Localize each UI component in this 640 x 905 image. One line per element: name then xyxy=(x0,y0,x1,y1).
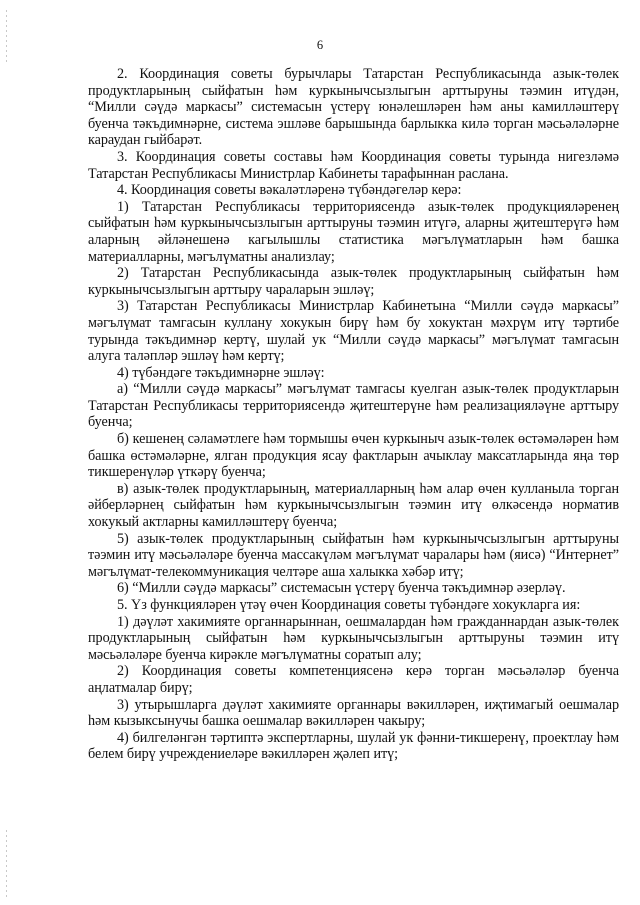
paragraph: 2) Татарстан Республикасында азык-төлек продуктларының сыйфатын һәм куркынычсызлыгын арттыру чараларын эшләү; xyxy=(88,265,619,298)
paragraph: в) азык-төлек продуктларының, материалларның һәм алар өчен кулланыла торган әйберләрнең сыйфатын һәм куркынычсызлыгын тәэмин итү өлкәсендә норматив хокукый актларны камилләштерү буенча; xyxy=(88,480,619,531)
paragraph: 6) “Милли сәүдә маркасы” системасын үстерү буенча тәкъдимнәр әзерләү. xyxy=(117,580,566,597)
paragraph: 4) түбәндәге тәкъдимнәрне эшләү: xyxy=(117,364,325,381)
paragraph: 2. Координация советы бурычлары Татарстан Республикасында азык-төлек продуктларының сыйфатын һәм куркынычсызлыгын арттыруны тәэмин итүдән, “Милли сәүдә маркасы” системасын үстерү юнәлешләрен һәм аны камилләштерү буенча тәкъдимнәрне, система эшләве барышында барлыкка килә торган мәсьәләләрне караудан гыйбарәт. xyxy=(88,66,619,149)
page-number: 6 xyxy=(316,38,324,52)
paragraph: 1) дәүләт хакимияте органнарыннан, оешмалардан һәм гражданнардан азык-төлек продуктларының сыйфатын һәм куркынычсызлыгын арттыруны тәэмин итү мәсьәләләре буенча кирәкле мәгълүматны соратып алу; xyxy=(88,613,619,663)
paragraph: 4. Координация советы вәкаләтләренә түбәндәгеләр керә: xyxy=(117,182,462,199)
binding-mark-bottom xyxy=(6,830,7,900)
paragraph: 3. Координация советы составы һәм Координация советы турында нигезләмә Татарстан Республикасы Министрлар Кабинеты тарафыннан раслана. xyxy=(88,148,619,182)
paragraph: 5) азык-төлек продуктларының сыйфатын һәм куркынычсызлыгын арттыруны тәэмин итү мәсьәләләре буенча массакүләм мәгълүмат чаралары һәм (яисә) “Интернет” мәгълүмат-телекоммуникация челтәре аша халыкка хәбәр итү; xyxy=(88,530,619,580)
paragraph: 3) утырышларга дәүләт хакимияте органнары вәкилләрен, иҗтимагый оешмалар һәм кызыксынучы башка оешмалар вәкилләрен чакыру; xyxy=(88,696,619,730)
paragraph: 1) Татарстан Республикасы территориясендә азык-төлек продукцияләренең сыйфатын һәм куркынычсызлыгын арттыруны тәэмин итүгә, аларны җитештерүгә һәм аларның әйләнешенә кагылышлы статистика мәгълүматларын һәм башка материалларны, мәгълүматны анализлау; xyxy=(88,198,619,265)
paragraph: б) кешенең сәламәтлеге һәм тормышы өчен куркыныч азык-төлек өстәмәләрен һәм башка өстәмәләрне, ялган продукция ясау фактларын ачыклау максатларында яңа төр тикшеренүләр үткәрү буенча; xyxy=(88,431,619,481)
document-body xyxy=(88,66,619,763)
paragraph: 3) Татарстан Республикасы Министрлар Кабинетына “Милли сәүдә маркасы” мәгълүмат тамгасын куллану хокукын бирү һәм бу хокуктан мәхрүм итү тәртибе турында тәкъдимнәр кертү, шулай ук “Милли сәүдә маркасы” мәгълүмат тамгасын алуга таләпләр эшләү һәм кертү; xyxy=(88,298,619,365)
paragraph: 5. Үз функцияләрен үтәү өчен Координация советы түбәндәге хокукларга ия: xyxy=(117,597,581,613)
paragraph: 4) билгеләнгән тәртиптә экспертларны, шулай ук фәнни-тикшеренү, проектлау һәм белем бирү учреждениеләре вәкилләрен җәлеп итү; xyxy=(88,729,619,763)
paragraph: а) “Милли сәүдә маркасы” мәгълүмат тамгасы куелган азык-төлек продуктларын Татарстан Республикасы территориясендә җитештерүне һәм реализацияләүне арттыру буенча; xyxy=(88,381,619,431)
paragraph: 2) Координация советы компетенциясенә керә торган мәсьәләләр буенча аңлатмалар бирү; xyxy=(88,663,619,696)
